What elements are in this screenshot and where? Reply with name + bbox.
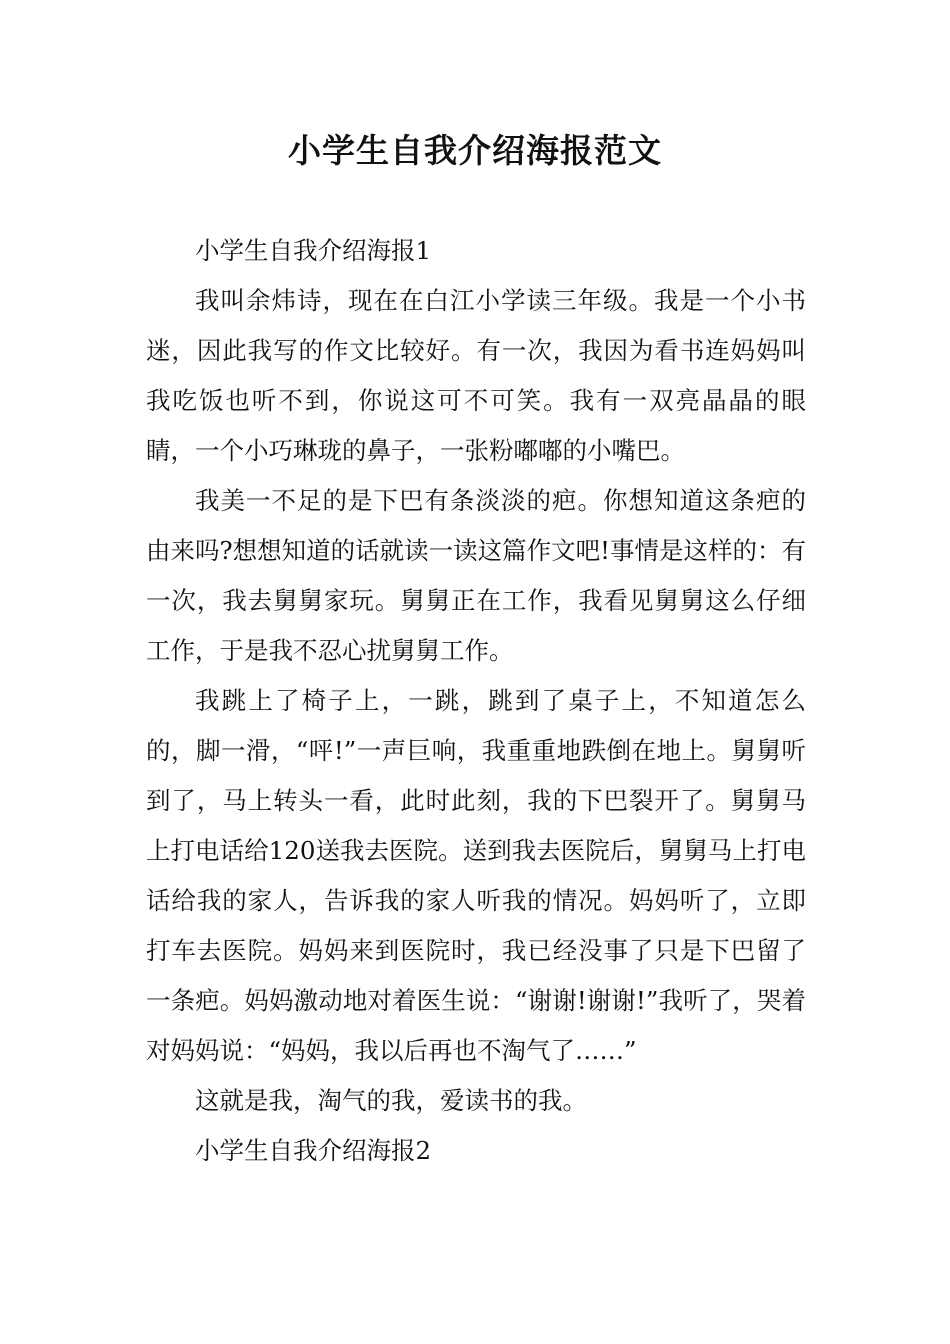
section-heading-2: 小学生自我介绍海报2 [195, 1136, 432, 1165]
paragraph-story: 我跳上了椅子上，一跳，跳到了桌子上，不知道怎么的，脚一滑，“呯!”一声巨响，我重重地跌倒在地上。舅舅听到了，马上转头一看，此时此刻，我的下巴裂开了。舅舅马上打电话给120送我去医院。送到我去医院后，舅舅马上打电话给我的家人，告诉我的家人听我的情况。妈妈听了，立即打车去医院。妈妈来到医院时，我已经没事了只是下巴留了一条疤。妈妈激动地对着医生说：“谢谢!谢谢!”我听了，哭着对妈妈说：“妈妈，我以后再也不淘气了……” [146, 686, 806, 1065]
section-heading-1: 小学生自我介绍海报1 [195, 236, 432, 265]
paragraph-intro: 我叫余炜诗，现在在白江小学读三年级。我是一个小书迷，因此我写的作文比较好。有一次，我因为看书连妈妈叫我吃饭也听不到，你说这可不可笑。我有一双亮晶晶的眼睛，一个小巧琳珑的鼻子，一张粉嘟嘟的小嘴巴。 [146, 286, 806, 465]
paragraph-scar: 我美一不足的是下巴有条淡淡的疤。你想知道这条疤的由来吗?想想知道的话就读一读这篇作文吧!事情是这样的：有一次，我去舅舅家玩。舅舅正在工作，我看见舅舅这么仔细工作，于是我不忍心扰舅舅工作。 [146, 486, 806, 665]
paragraph-conclusion: 这就是我，淘气的我，爱读书的我。 [195, 1086, 587, 1115]
document-body [146, 226, 806, 1176]
document-title: 小学生自我介绍海报范文 [288, 131, 662, 170]
